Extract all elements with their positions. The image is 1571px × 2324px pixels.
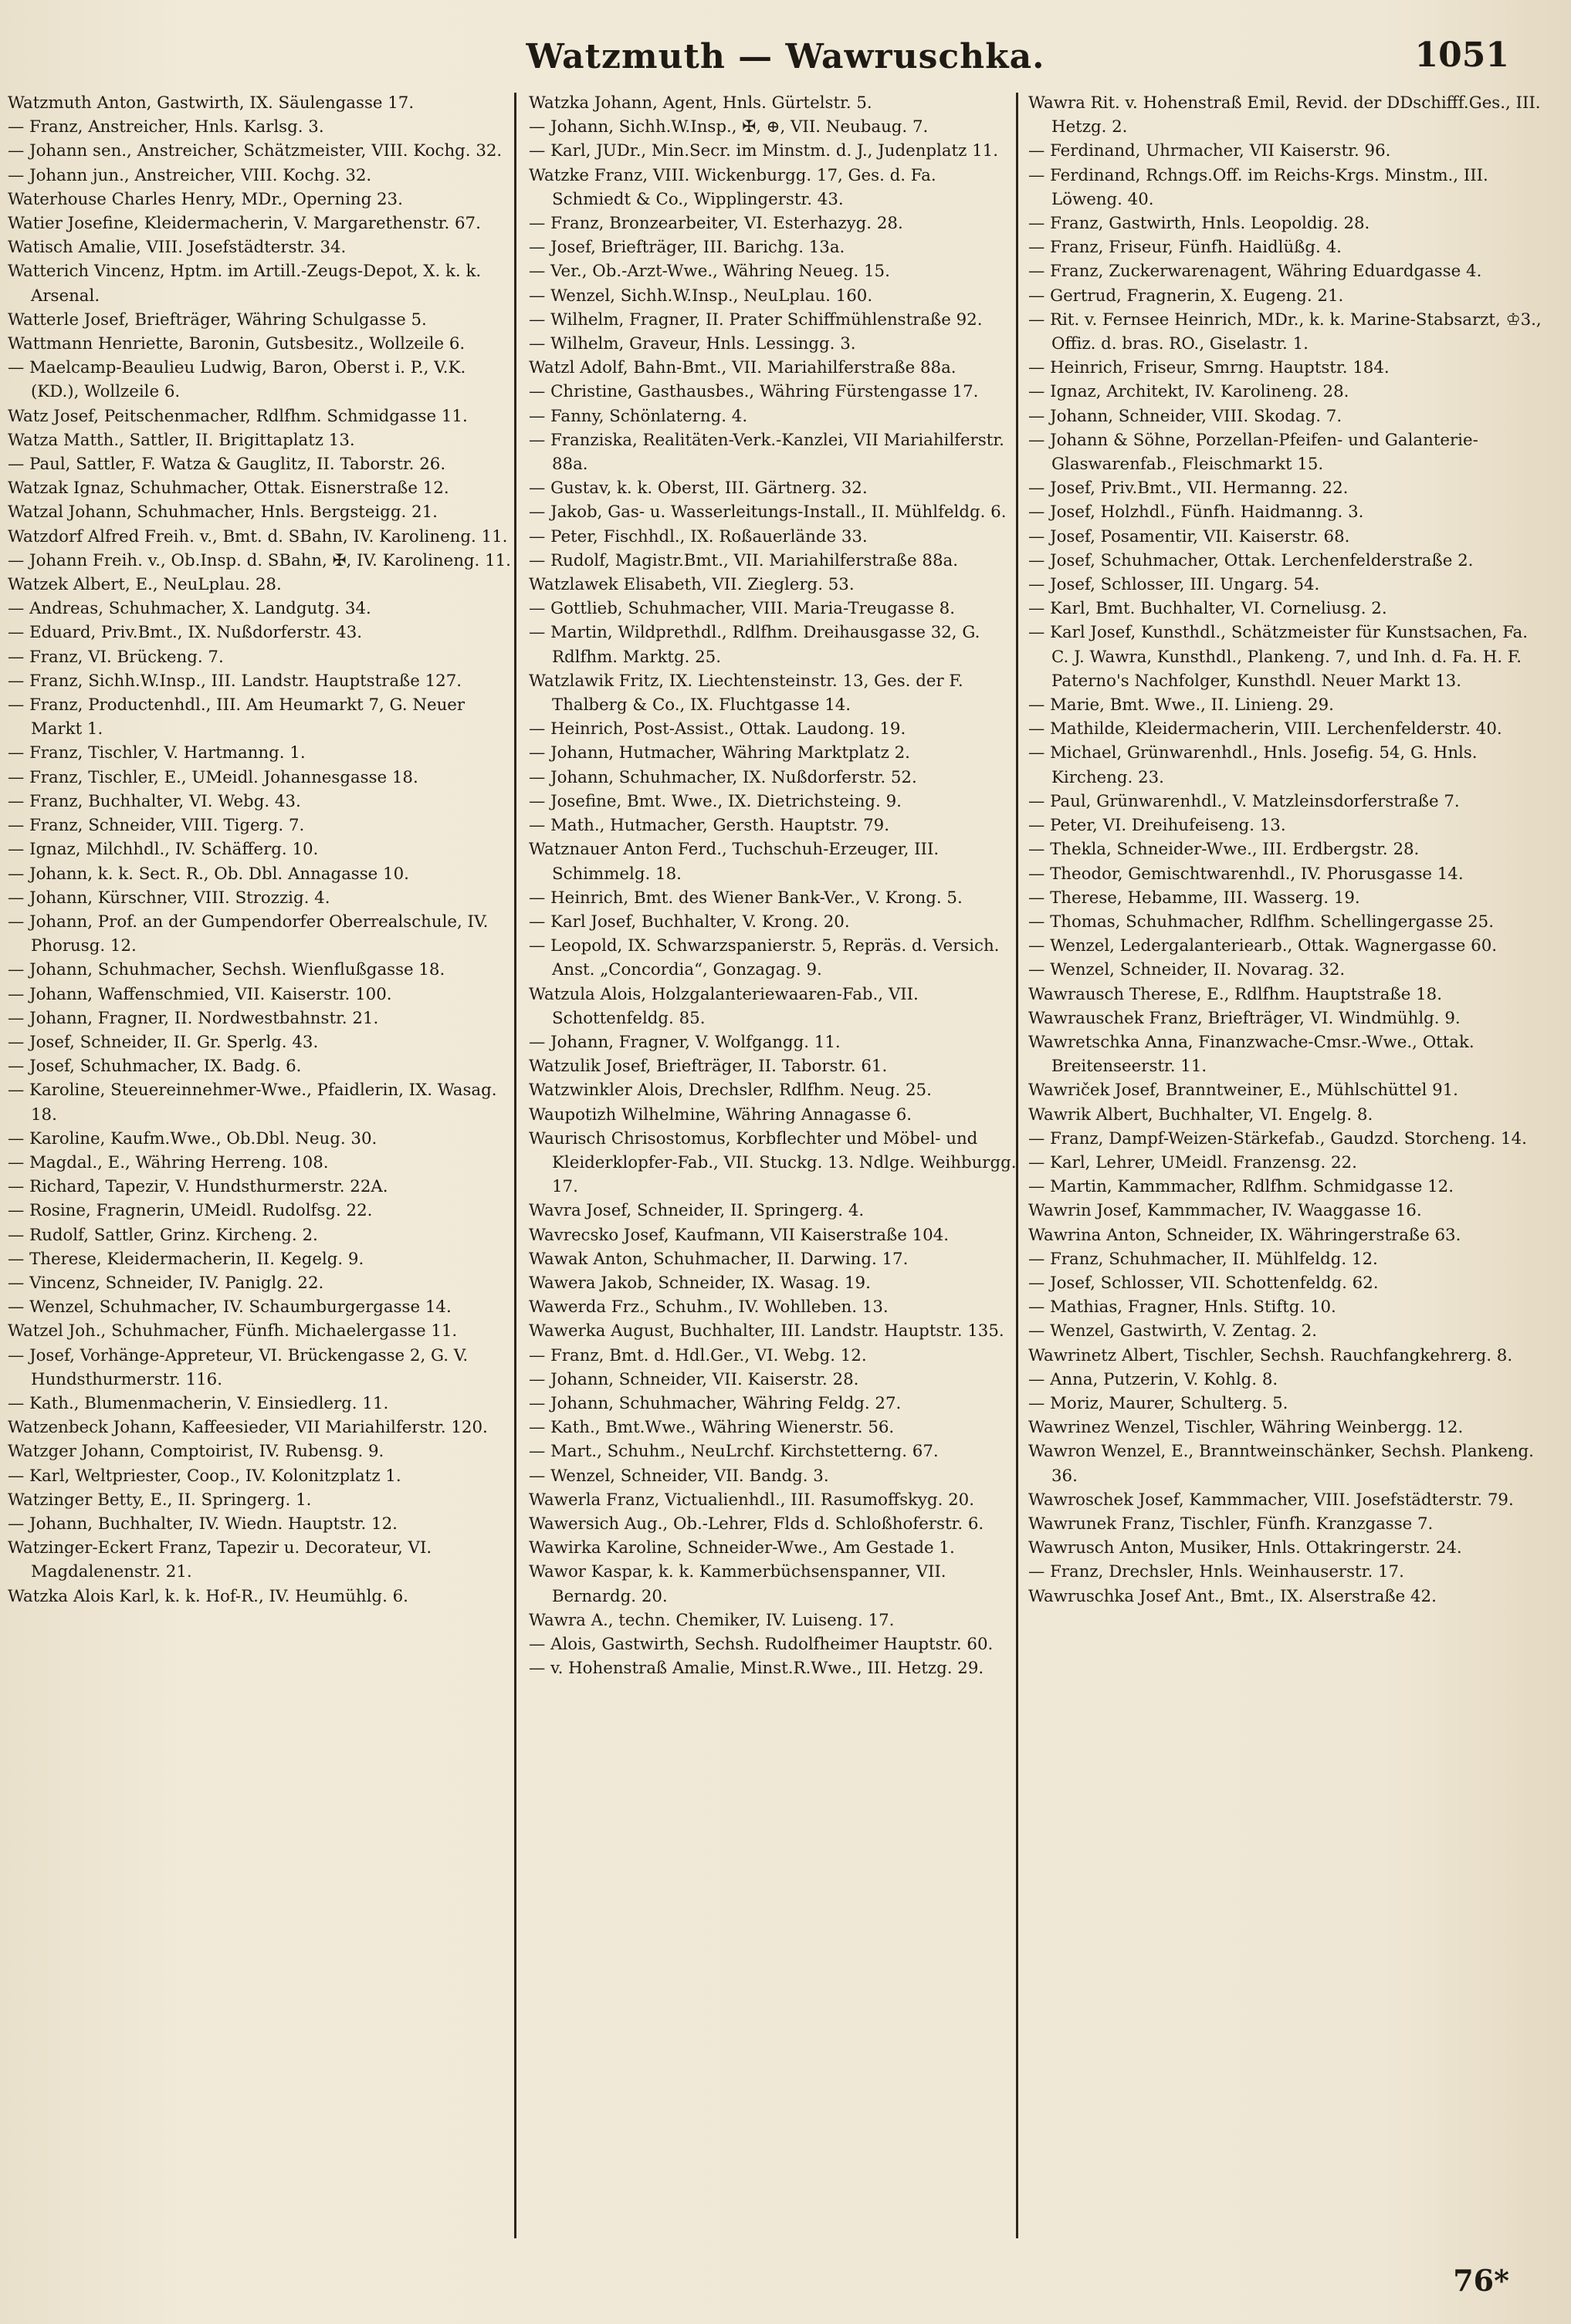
directory-entry: — Therese, Hebamme, III. Wasserg. 19. [1028,888,1360,908]
directory-entry: — Johann jun., Anstreicher, VIII. Kochg. 32. [8,165,372,185]
directory-entry: — Karl, JUDr., Min.Secr. im Minstm. d. J., Judenplatz 11. [529,141,998,161]
directory-entry: — Franz, Dampf-Weizen-Stärkefab., Gaudzd. Storcheng. 14. [1028,1128,1527,1148]
directory-entry: — Therese, Kleidermacherin, II. Kegelg. 9. [8,1249,364,1269]
directory-entry: — Thomas, Schuhmacher, Rdlfhm. Schellingergasse 25. [1028,912,1494,932]
directory-entry: Wawra Rit. v. Hohenstraß Emil, Revid. der DDschifff.Ges., III. Hetzg. 2. [1028,93,1541,137]
directory-entry: — Christine, Gasthausbes., Währing Fürstengasse 17. [529,382,979,402]
directory-entry: Wawriček Josef, Branntweiner, E., Mühlschüttel 91. [1028,1081,1458,1101]
directory-entry: Wawrin Josef, Kammmacher, IV. Waaggasse 16. [1028,1201,1422,1221]
directory-entry: — Johann, Kürschner, VIII. Strozzig. 4. [8,888,330,908]
directory-entry: — Wenzel, Gastwirth, V. Zentag. 2. [1028,1321,1318,1341]
directory-entry: — Wilhelm, Fragner, II. Prater Schiffmühlenstraße 92. [529,310,983,330]
directory-entry: Wavra Josef, Schneider, II. Springerg. 4. [529,1201,865,1221]
directory-entry: — Paul, Sattler, F. Watza & Gauglitz, II. Taborstr. 26. [8,455,446,475]
directory-entry: — Johann, Schneider, VII. Kaiserstr. 28. [529,1369,859,1389]
directory-entry: — Rosine, Fragnerin, UMeidl. Rudolfsg. 22. [8,1201,373,1221]
directory-entry: — Jakob, Gas- u. Wasserleitungs-Install., II. Mühlfeldg. 6. [529,502,1007,523]
directory-entry: — Franz, Productenhdl., III. Am Heumarkt 7, G. Neuer Markt 1. [8,695,466,739]
directory-entry: Wawrunek Franz, Tischler, Fünfh. Kranzgasse 7. [1028,1514,1434,1534]
directory-entry: — Franz, VI. Brückeng. 7. [8,647,224,667]
directory-entry: — Josef, Vorhänge-Appreteur, VI. Brückengasse 2, G. V. Hundsthurmerstr. 116. [8,1345,469,1389]
directory-entry: Watzal Johann, Schuhmacher, Hnls. Bergsteigg. 21. [8,502,438,523]
directory-entry: — Johann & Söhne, Porzellan-Pfeifen- und Galanterie-Glaswarenfab., Fleischmarkt 15. [1028,430,1478,475]
directory-entry: Wavrecsko Josef, Kaufmann, VII Kaiserstraße 104. [529,1225,950,1245]
directory-entry: — Kath., Blumenmacherin, V. Einsiedlerg. 11. [8,1393,389,1413]
directory-entry: — Heinrich, Bmt. des Wiener Bank-Ver., V. Krong. 5. [529,888,963,908]
directory-entry: — Johann, Prof. an der Gumpendorfer Oberrealschule, IV. Phorusg. 12. [8,912,489,956]
directory-entry: Wawroschek Josef, Kammmacher, VIII. Josefstädterstr. 79. [1028,1490,1514,1510]
directory-entry: Watzke Franz, VIII. Wickenburgg. 17, Ges. d. Fa. Schmiedt & Co., Wipplingerstr. 43. [529,165,936,209]
directory-entry: — Thekla, Schneider-Wwe., III. Erdbergstr. 28. [1028,840,1420,860]
directory-entry: — Wenzel, Schuhmacher, IV. Schaumburgergasse 14. [8,1297,452,1318]
directory-entry: Watz Josef, Peitschenmacher, Rdlfhm. Schmidgasse 11. [8,406,468,426]
directory-entry: — Franz, Anstreicher, Hnls. Karlsg. 3. [8,117,324,137]
directory-entry: Watzwinkler Alois, Drechsler, Rdlfhm. Neug. 25. [529,1081,932,1101]
directory-entry: — Wenzel, Sichh.W.Insp., NeuLplau. 160. [529,286,873,306]
directory-entry: — Gustav, k. k. Oberst, III. Gärtnerg. 32. [529,479,868,499]
directory-entry: Watzka Johann, Agent, Hnls. Gürtelstr. 5. [529,93,872,113]
directory-entry: — Richard, Tapezir, V. Hundsthurmerstr. 22A. [8,1177,388,1197]
directory-entry: Watza Matth., Sattler, II. Brigittaplatz 13. [8,430,355,450]
directory-entry: — Mart., Schuhm., NeuLrchf. Kirchstetterng. 67. [529,1442,939,1462]
directory-entry: — Martin, Kammmacher, Rdlfhm. Schmidgasse 12. [1028,1177,1454,1197]
directory-entry: — Josef, Priv.Bmt., VII. Hermanng. 22. [1028,479,1349,499]
directory-entry: — Gertrud, Fragnerin, X. Eugeng. 21. [1028,286,1344,306]
directory-entry: — Josefine, Bmt. Wwe., IX. Dietrichsteing. 9. [529,791,902,811]
directory-entry: — Wenzel, Schneider, VII. Bandg. 3. [529,1466,829,1486]
directory-entry: — Karl, Bmt. Buchhalter, VI. Corneliusg. 2. [1028,599,1387,619]
directory-entry: Watzinger Betty, E., II. Springerg. 1. [8,1490,312,1510]
directory-entry: — Andreas, Schuhmacher, X. Landgutg. 34. [8,599,371,619]
directory-entry: Wawera Jakob, Schneider, IX. Wasag. 19. [529,1273,871,1293]
directory-entry: — Josef, Briefträger, III. Barichg. 13a. [529,238,845,258]
directory-entry: Watterle Josef, Briefträger, Währing Schulgasse 5. [8,310,427,330]
directory-entry: — Josef, Schneider, II. Gr. Sperlg. 43. [8,1032,319,1052]
directory-entry: — Franz, Sichh.W.Insp., III. Landstr. Hauptstraße 127. [8,671,462,691]
directory-entry: Wawrauschek Franz, Briefträger, VI. Windmühlg. 9. [1028,1008,1461,1028]
directory-entry: — Kath., Bmt.Wwe., Währing Wienerstr. 56. [529,1418,895,1438]
directory-entry: — Johann, Schuhmacher, Sechsh. Wienflußgasse 18. [8,960,445,980]
directory-entry: Watzulik Josef, Briefträger, II. Taborstr. 61. [529,1057,888,1077]
directory-entry: — Johann, Schuhmacher, IX. Nußdorferstr. 52. [529,767,917,787]
directory-entry: Watznauer Anton Ferd., Tuchschuh-Erzeuger, III. Schimmelg. 18. [529,840,940,884]
directory-entry: Watzdorf Alfred Freih. v., Bmt. d. SBahn, IV. Karolineng. 11. [8,526,508,546]
directory-entry: Wawerka August, Buchhalter, III. Landstr. Hauptstr. 135. [529,1321,1004,1341]
columns [8,91,1552,2245]
directory-entry: — Josef, Schlosser, III. Ungarg. 54. [1028,575,1320,595]
directory-entry: — Theodor, Gemischtwarenhdl., IV. Phorusgasse 14. [1028,864,1464,884]
directory-entry: — Johann, Waffenschmied, VII. Kaiserstr. 100. [8,984,392,1004]
page-number: 1051 [1414,36,1509,75]
directory-entry: — Heinrich, Friseur, Smrng. Hauptstr. 184. [1028,358,1390,378]
directory-entry: — Josef, Posamentir, VII. Kaiserstr. 68. [1028,526,1350,546]
directory-entry: — Franz, Bronzearbeiter, VI. Esterhazyg. 28. [529,214,903,234]
directory-entry: — Wenzel, Schneider, II. Novarag. 32. [1028,960,1346,980]
directory-entry: — Johann, Schneider, VIII. Skodag. 7. [1028,406,1342,426]
directory-entry: — Rit. v. Fernsee Heinrich, MDr., k. k. Marine-Stabsarzt, ♔3., Offiz. d. bras. RO., Giselastr. 1. [1028,310,1542,354]
directory-entry: Wawrinez Wenzel, Tischler, Währing Weinbergg. 12. [1028,1418,1464,1438]
directory-entry: Wawerla Franz, Victualienhdl., III. Rasumoffskyg. 20. [529,1490,974,1510]
directory-entry: Watzl Adolf, Bahn-Bmt., VII. Mariahilferstraße 88a. [529,358,956,378]
directory-entry: Watzek Albert, E., NeuLplau. 28. [8,575,282,595]
directory-entry: — Johann, Sichh.W.Insp., ✠, ⊕, VII. Neubaug. 7. [529,117,929,137]
directory-entry: Waupotizh Wilhelmine, Währing Annagasse 6. [529,1104,912,1125]
directory-entry: — Johann, Fragner, II. Nordwestbahnstr. 21. [8,1008,379,1028]
column-3 [1028,91,1544,2245]
directory-entry: — Karl, Weltpriester, Coop., IV. Kolonitzplatz 1. [8,1466,401,1486]
directory-entry: — Franz, Schuhmacher, II. Mühlfeldg. 12. [1028,1249,1378,1269]
directory-entry: — Franz, Tischler, E., UMeidl. Johannesgasse 18. [8,767,418,787]
directory-entry: — Ignaz, Architekt, IV. Karolineng. 28. [1028,382,1349,402]
directory-entry: — Ferdinand, Rchngs.Off. im Reichs-Krgs. Minstm., III. Löweng. 40. [1028,165,1488,209]
directory-entry: Waterhouse Charles Henry, MDr., Operning 23. [8,189,403,209]
directory-entry: — Maelcamp-Beaulieu Ludwig, Baron, Oberst i. P., V.K. (KD.), Wollzeile 6. [8,358,466,402]
directory-entry: Wawirka Karoline, Schneider-Wwe., Am Gestade 1. [529,1538,955,1558]
directory-entry: — Johann, Hutmacher, Währing Marktplatz 2. [529,743,910,763]
directory-entry: — Johann, Buchhalter, IV. Wiedn. Hauptstr. 12. [8,1514,398,1534]
directory-entry: — Peter, Fischhdl., IX. Roßauerlände 33. [529,526,868,546]
directory-entry: Wawron Wenzel, E., Branntweinschänker, Sechsh. Plankeng. 36. [1028,1442,1534,1486]
directory-entry: — Peter, VI. Dreihufeiseng. 13. [1028,816,1286,836]
directory-entry: Watzmuth Anton, Gastwirth, IX. Säulengasse 17. [8,93,415,113]
directory-entry: — Ferdinand, Uhrmacher, VII Kaiserstr. 96. [1028,141,1391,161]
directory-entry: — Karl, Lehrer, UMeidl. Franzensg. 22. [1028,1152,1357,1172]
directory-entry: — Mathias, Fragner, Hnls. Stiftg. 10. [1028,1297,1336,1318]
directory-entry: — Franz, Buchhalter, VI. Webg. 43. [8,791,301,811]
sheet-signature: 76* [1453,2263,1509,2298]
column-2 [529,91,1017,2245]
directory-entry: — Wilhelm, Graveur, Hnls. Lessingg. 3. [529,334,856,354]
directory-entry: Watzger Johann, Comptoirist, IV. Rubensg. 9. [8,1442,384,1462]
directory-entry: Wawrinetz Albert, Tischler, Sechsh. Rauchfangkehrerg. 8. [1028,1345,1513,1365]
directory-entry: Wawrik Albert, Buchhalter, VI. Engelg. 8. [1028,1104,1373,1125]
directory-entry: — Franz, Zuckerwarenagent, Währing Eduardgasse 4. [1028,262,1482,282]
directory-entry: — Karl Josef, Buchhalter, V. Krong. 20. [529,912,850,932]
directory-entry: Wawrina Anton, Schneider, IX. Währingerstraße 63. [1028,1225,1461,1245]
directory-entry: — Heinrich, Post-Assist., Ottak. Laudong. 19. [529,719,906,739]
directory-entry: — Josef, Schuhmacher, Ottak. Lerchenfelderstraße 2. [1028,550,1474,570]
directory-entry: — Josef, Holzhdl., Fünfh. Haidmanng. 3. [1028,502,1364,523]
directory-entry: Watzka Alois Karl, k. k. Hof-R., IV. Heumühlg. 6. [8,1586,408,1606]
directory-entry: — Franz, Schneider, VIII. Tigerg. 7. [8,816,305,836]
directory-entry: Watzenbeck Johann, Kaffeesieder, VII Mariahilferstr. 120. [8,1418,488,1438]
directory-entry: Watzinger-Eckert Franz, Tapezir u. Decorateur, VI. Magdalenenstr. 21. [8,1538,432,1582]
directory-entry: — Rudolf, Magistr.Bmt., VII. Mariahilferstraße 88a. [529,550,958,570]
directory-entry: — Rudolf, Sattler, Grinz. Kircheng. 2. [8,1225,318,1245]
directory-entry: — Gottlieb, Schuhmacher, VIII. Maria-Treugasse 8. [529,599,955,619]
directory-entry: Wawerda Frz., Schuhm., IV. Wohlleben. 13. [529,1297,889,1318]
directory-entry: Wawretschka Anna, Finanzwache-Cmsr.-Wwe., Ottak. Breitenseerstr. 11. [1028,1032,1475,1077]
column-1 [8,91,517,2245]
directory-entry: — Ignaz, Milchhdl., IV. Schäfferg. 10. [8,840,319,860]
directory-entry: — Franziska, Realitäten-Verk.-Kanzlei, VII Mariahilferstr. 88a. [529,430,1004,475]
directory-entry: — Franz, Gastwirth, Hnls. Leopoldig. 28. [1028,214,1370,234]
directory-entry: Watterich Vincenz, Hptm. im Artill.-Zeugs-Depot, X. k. k. Arsenal. [8,262,482,306]
running-head: Watzmuth — Wawruschka. [526,37,1045,76]
directory-entry: — Magdal., E., Währing Herreng. 108. [8,1152,329,1172]
directory-entry: — v. Hohenstraß Amalie, Minst.R.Wwe., III. Hetzg. 29. [529,1659,984,1679]
directory-entry: — Paul, Grünwarenhdl., V. Matzleinsdorferstraße 7. [1028,791,1460,811]
directory-entry: Wawrusch Anton, Musiker, Hnls. Ottakringerstr. 24. [1028,1538,1462,1558]
directory-entry: — Ver., Ob.-Arzt-Wwe., Währing Neueg. 15. [529,262,890,282]
directory-entry: — Marie, Bmt. Wwe., II. Linieng. 29. [1028,695,1334,715]
directory-entry: Watzlawik Fritz, IX. Liechtensteinstr. 13, Ges. der F. Thalberg & Co., IX. Fluchtgasse 14. [529,671,963,715]
directory-entry: — Martin, Wildprethdl., Rdlfhm. Dreihausgasse 32, G. Rdlfhm. Marktg. 25. [529,623,980,667]
directory-entry: — Franz, Bmt. d. Hdl.Ger., VI. Webg. 12. [529,1345,867,1365]
directory-entry: — Moriz, Maurer, Schulterg. 5. [1028,1393,1288,1413]
directory-entry: — Wenzel, Ledergalanteriearb., Ottak. Wagnergasse 60. [1028,936,1498,956]
directory-entry: — Michael, Grünwarenhdl., Hnls. Josefig. 54, G. Hnls. Kircheng. 23. [1028,743,1478,787]
directory-entry: Watisch Amalie, VIII. Josefstädterstr. 34. [8,238,347,258]
directory-entry: Wawrausch Therese, E., Rdlfhm. Hauptstraße 18. [1028,984,1442,1004]
directory-entry: — Math., Hutmacher, Gersth. Hauptstr. 79. [529,816,889,836]
directory-entry: — Karoline, Kaufm.Wwe., Ob.Dbl. Neug. 30. [8,1128,378,1148]
directory-entry: — Josef, Schuhmacher, IX. Badg. 6. [8,1057,302,1077]
directory-entry: — Johann, Schuhmacher, Währing Feldg. 27. [529,1393,902,1413]
directory-entry: — Mathilde, Kleidermacherin, VIII. Lerchenfelderstr. 40. [1028,719,1502,739]
directory-entry: Watzula Alois, Holzgalanteriewaaren-Fab., VII. Schottenfeldg. 85. [529,984,919,1028]
directory-entry: — Johann sen., Anstreicher, Schätzmeister, VIII. Kochg. 32. [8,141,503,161]
directory-entry: — Vincenz, Schneider, IV. Paniglg. 22. [8,1273,324,1293]
directory-entry: — Johann Freih. v., Ob.Insp. d. SBahn, ✠, IV. Karolineng. 11. [8,550,511,570]
directory-entry: — Anna, Putzerin, V. Kohlg. 8. [1028,1369,1278,1389]
directory-entry: — Johann, Fragner, V. Wolfgangg. 11. [529,1032,841,1052]
directory-entry: Watzak Ignaz, Schuhmacher, Ottak. Eisnerstraße 12. [8,479,449,499]
directory-entry: — Leopold, IX. Schwarzspanierstr. 5, Repräs. d. Versich. Anst. „Concordia“, Gonzagag. 9. [529,936,1000,980]
directory-entry: — Franz, Drechsler, Hnls. Weinhauserstr. 17. [1028,1562,1404,1582]
directory-entry: Wawruschka Josef Ant., Bmt., IX. Alserstraße 42. [1028,1586,1437,1606]
directory-entry: Wawra A., techn. Chemiker, IV. Luiseng. 17. [529,1610,895,1630]
directory-entry: — Johann, k. k. Sect. R., Ob. Dbl. Annagasse 10. [8,864,409,884]
directory-entry: — Franz, Tischler, V. Hartmanng. 1. [8,743,306,763]
directory-entry: Wattmann Henriette, Baronin, Gutsbesitz., Wollzeile 6. [8,334,466,354]
directory-entry: — Josef, Schlosser, VII. Schottenfeldg. 62. [1028,1273,1379,1293]
directory-entry: — Eduard, Priv.Bmt., IX. Nußdorferstr. 43. [8,623,363,643]
directory-entry: Watzlawek Elisabeth, VII. Zieglerg. 53. [529,575,855,595]
directory-entry: — Fanny, Schönlaterng. 4. [529,406,748,426]
directory-entry: Wawak Anton, Schuhmacher, II. Darwing. 17. [529,1249,909,1269]
directory-entry: Waurisch Chrisostomus, Korbflechter und Möbel- und Kleiderklopfer-Fab., VII. Stuckg. 13. Ndlge. Weihburgg. 17. [529,1128,1017,1197]
directory-entry: Wawersich Aug., Ob.-Lehrer, Flds d. Schloßhoferstr. 6. [529,1514,984,1534]
page-header [0,22,1571,91]
directory-entry: — Karl Josef, Kunsthdl., Schätzmeister für Kunstsachen, Fa. C. J. Wawra, Kunsthdl., Plankeng. 7, und Inh. d. Fa. H. F. Paterno's Nachfolger, Kunsthdl. Neuer Markt 13. [1028,623,1529,691]
directory-entry: — Franz, Friseur, Fünfh. Haidlüßg. 4. [1028,238,1342,258]
directory-entry: Watzel Joh., Schuhmacher, Fünfh. Michaelergasse 11. [8,1321,458,1341]
directory-entry: — Karoline, Steuereinnehmer-Wwe., Pfaidlerin, IX. Wasag. 18. [8,1081,497,1125]
directory-entry: Wawor Kaspar, k. k. Kammerbüchsenspanner, VII. Bernardg. 20. [529,1562,946,1606]
directory-entry: — Alois, Gastwirth, Sechsh. Rudolfheimer Hauptstr. 60. [529,1635,994,1654]
directory-entry: Watier Josefine, Kleidermacherin, V. Margarethenstr. 67. [8,214,481,234]
